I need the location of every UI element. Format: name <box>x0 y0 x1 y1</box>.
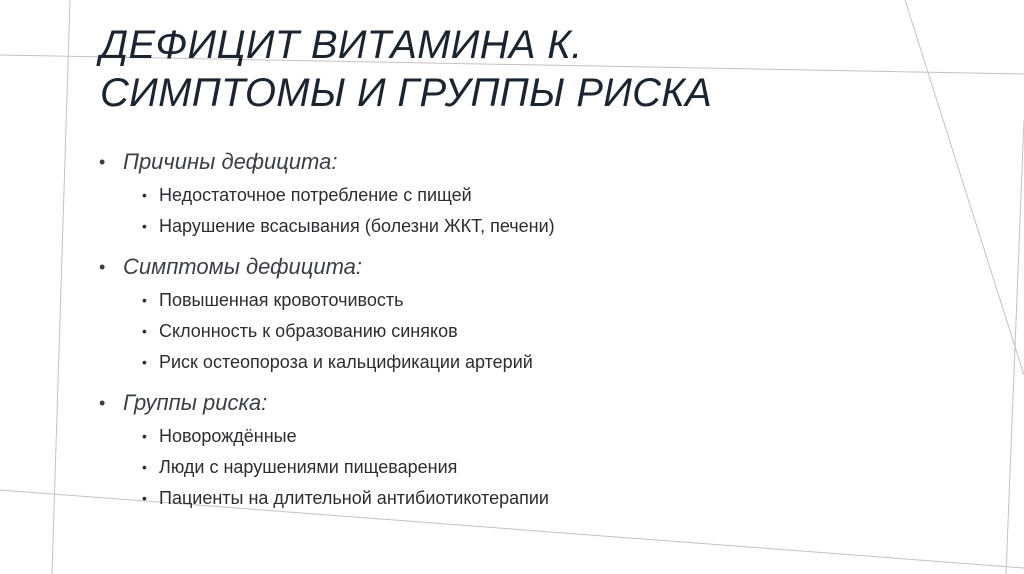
bullet-group-symptoms <box>99 251 979 378</box>
bullet-list <box>99 146 979 523</box>
bullet-group-causes <box>99 146 979 242</box>
list-item: • Недостаточное потребление с пищей <box>99 180 979 211</box>
bullet-heading: • Причины дефицита: <box>99 146 979 178</box>
list-item: • Повышенная кровоточивость <box>99 285 979 316</box>
sub-bullet-list <box>99 285 979 378</box>
decor-line <box>52 0 70 574</box>
bullet-heading: • Группы риска: <box>99 387 979 419</box>
bullet-group-risk <box>99 387 979 514</box>
bullet-heading: • Симптомы дефицита: <box>99 251 979 283</box>
list-item: • Нарушение всасывания (болезни ЖКТ, печени) <box>99 211 979 242</box>
list-item: • Склонность к образованию синяков <box>99 316 979 347</box>
slide-title-line-2: СИМПТОМЫ И ГРУППЫ РИСКА <box>100 71 713 115</box>
sub-bullet-list <box>99 180 979 242</box>
slide-title-line-1: ДЕФИЦИТ ВИТАМИНА К. <box>100 23 583 67</box>
list-item: • Пациенты на длительной антибиотикотерапии <box>99 483 979 514</box>
slide-title <box>100 21 712 117</box>
list-item: • Люди с нарушениями пищеварения <box>99 452 979 483</box>
list-item: • Новорождённые <box>99 421 979 452</box>
decor-line <box>1006 120 1024 574</box>
sub-bullet-list <box>99 421 979 514</box>
list-item: • Риск остеопороза и кальцификации артерий <box>99 347 979 378</box>
